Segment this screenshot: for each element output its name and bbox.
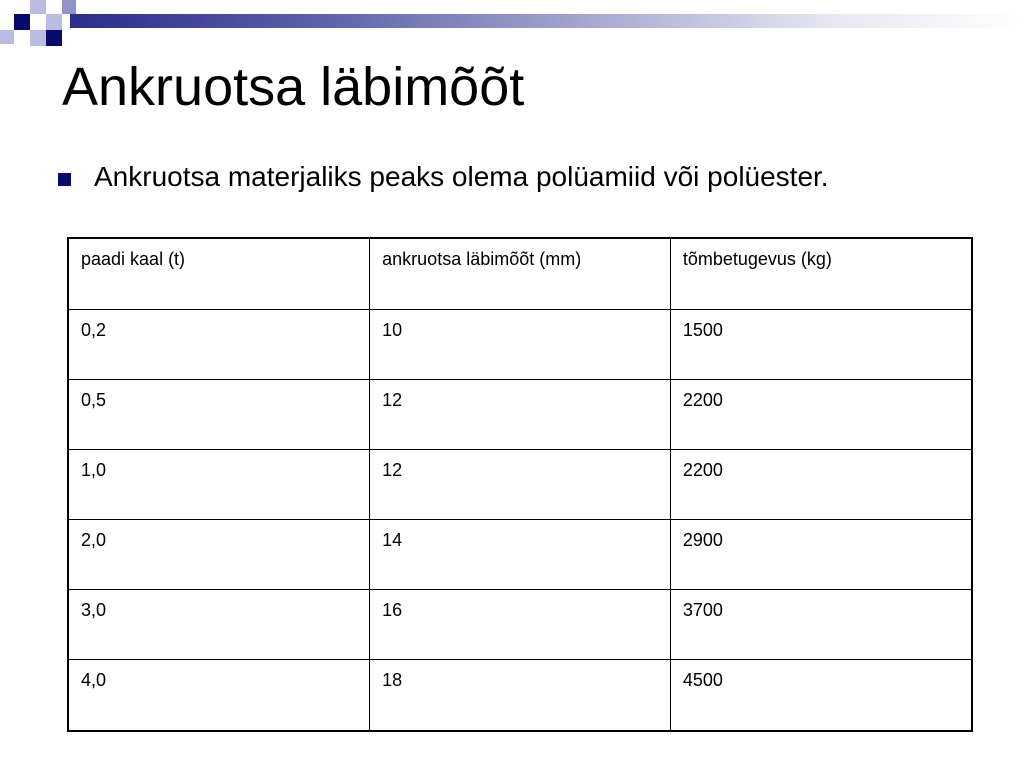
table-cell: 18 <box>370 660 671 730</box>
table-header-cell: ankruotsa läbimõõt (mm) <box>370 239 671 309</box>
data-table <box>69 239 971 730</box>
table-row <box>69 379 971 449</box>
header-gradient-bar <box>70 14 1024 28</box>
table-header-cell: paadi kaal (t) <box>69 239 370 309</box>
table-header-cell: tõmbetugevus (kg) <box>670 239 971 309</box>
bullet-text: Ankruotsa materjaliks peaks olema polüamiid või polüester. <box>94 161 829 192</box>
decor-square-dark <box>14 14 30 30</box>
table-row <box>69 449 971 519</box>
table-cell: 12 <box>370 379 671 449</box>
table-cell: 0,5 <box>69 379 370 449</box>
decor-square-dark <box>46 30 62 46</box>
table-cell: 2900 <box>670 520 971 590</box>
decor-square-light <box>30 0 46 14</box>
table-row <box>69 520 971 590</box>
slide-title: Ankruotsa läbimõõt <box>62 57 525 117</box>
table-cell: 1500 <box>670 309 971 379</box>
table-cell: 12 <box>370 449 671 519</box>
decor-square-mid <box>62 0 76 14</box>
table-cell: 2,0 <box>69 520 370 590</box>
table-cell: 4,0 <box>69 660 370 730</box>
table-cell: 3,0 <box>69 590 370 660</box>
table-cell: 10 <box>370 309 671 379</box>
data-table-container <box>67 237 973 732</box>
table-cell: 16 <box>370 590 671 660</box>
header-decoration <box>0 0 1024 46</box>
table-header-row <box>69 239 971 309</box>
bullet-square-icon <box>58 173 71 186</box>
decor-square-light <box>30 30 46 46</box>
table-cell: 2200 <box>670 379 971 449</box>
table-row <box>69 590 971 660</box>
table-cell: 0,2 <box>69 309 370 379</box>
table-cell: 14 <box>370 520 671 590</box>
table-row <box>69 309 971 379</box>
decor-square-light <box>0 30 14 44</box>
table-cell: 2200 <box>670 449 971 519</box>
table-row <box>69 660 971 730</box>
table-cell: 4500 <box>670 660 971 730</box>
table-cell: 1,0 <box>69 449 370 519</box>
decor-square-light <box>46 14 62 30</box>
table-cell: 3700 <box>670 590 971 660</box>
